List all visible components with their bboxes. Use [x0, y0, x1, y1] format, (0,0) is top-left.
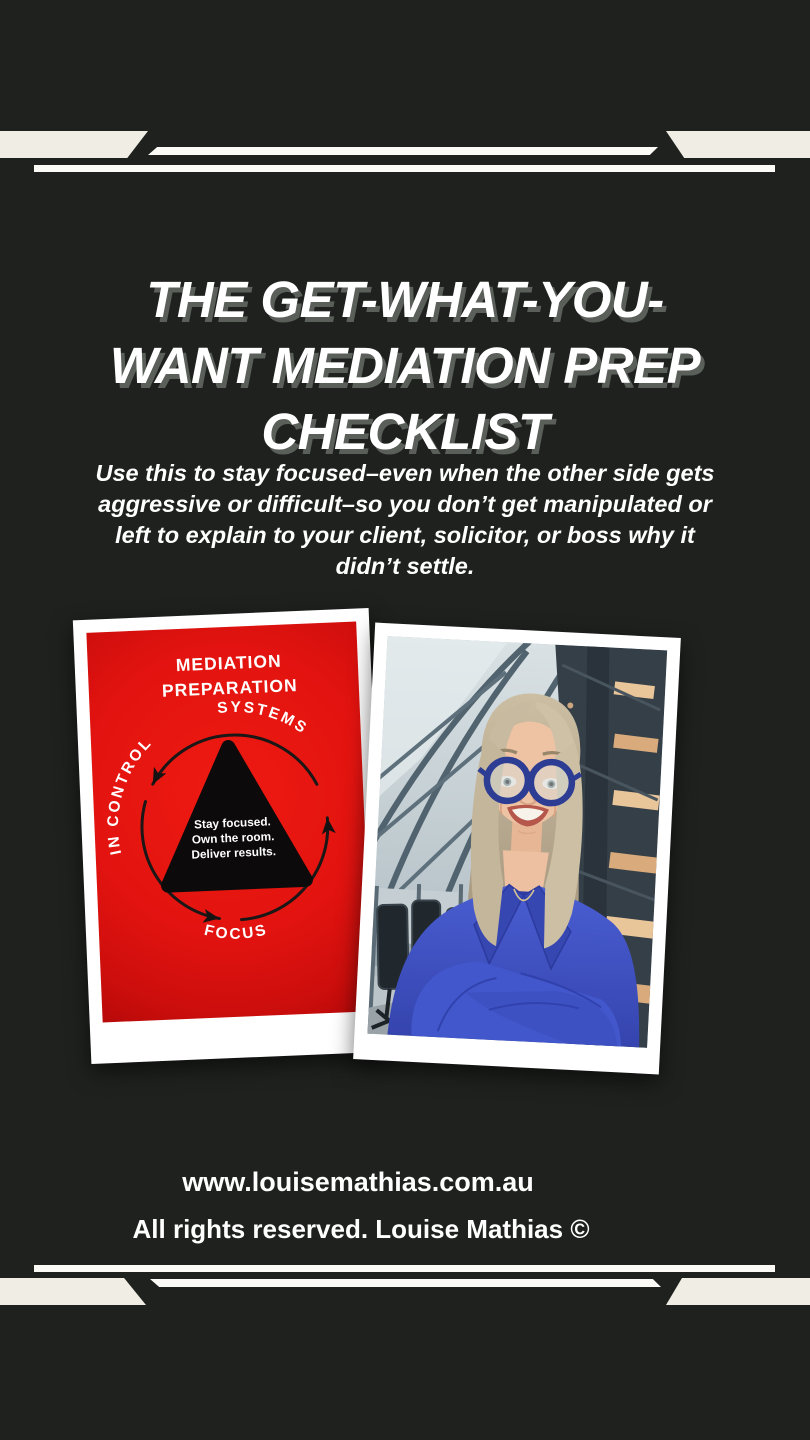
mediation-diagram-panel [86, 622, 372, 1023]
copyright-line: All rights reserved. Louise Mathias © [132, 1214, 590, 1244]
subtitle-line-4: didn’t settle. [335, 553, 475, 579]
page-title [0, 267, 810, 465]
title-line-2: WANT MEDIATION PREP [109, 337, 701, 395]
bottom-middle-bar [150, 1279, 661, 1287]
top-left-cream-block [0, 131, 148, 158]
title-line-1: THE GET-WHAT-YOU- [146, 271, 664, 329]
card-heading-line-1: MEDIATION [175, 650, 283, 676]
mediation-cycle-diagram [86, 622, 372, 1023]
website-url: www.louisemathias.com.au [182, 1167, 534, 1197]
subtitle-line-3: left to explain to your client, solicitor, or boss why it [115, 522, 695, 548]
card-heading-line-2: PREPARATION [161, 675, 299, 701]
subtitle-line-1: Use this to stay focused–even when the other side gets [95, 460, 715, 486]
cycle-label-focus: FOCUS [202, 921, 270, 943]
top-middle-bar [148, 147, 658, 155]
triangle-line-3: Deliver results. [191, 844, 277, 862]
mediation-preparation-card [73, 608, 387, 1064]
portrait-photo [367, 636, 667, 1048]
triangle-line-2: Own the room. [191, 829, 275, 847]
subtitle [45, 458, 765, 582]
subtitle-line-2: aggressive or difficult–so you don’t get manipulated or [98, 491, 712, 517]
bottom-right-cream-block [662, 1278, 810, 1305]
bottom-wide-bar [34, 1265, 775, 1272]
triangle-line-1: Stay focused. [193, 814, 272, 832]
cycle-label-in-control: IN CONTROL [104, 733, 156, 857]
cycle-label-systems: SYSTEMS [216, 698, 312, 738]
portrait-photo-illustration [367, 636, 667, 1048]
top-right-cream-block [662, 131, 810, 158]
bottom-left-cream-block [0, 1278, 146, 1305]
portrait-photo-card [353, 623, 681, 1075]
title-line-3: CHECKLIST [261, 403, 549, 461]
top-wide-bar [34, 165, 775, 172]
